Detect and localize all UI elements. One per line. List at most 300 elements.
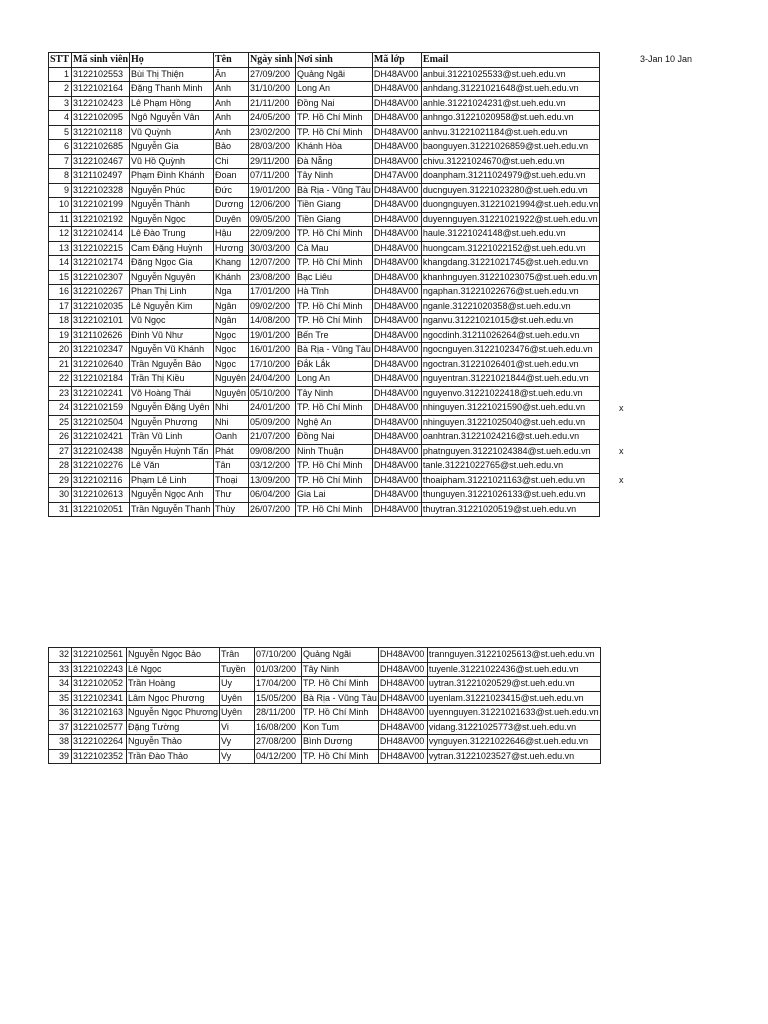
student-id-cell: 3122102685: [72, 140, 130, 155]
first-name-cell: Trân: [219, 648, 254, 663]
student-id-cell: 3122102095: [72, 111, 130, 126]
student-id-cell: 3122102421: [72, 430, 130, 445]
birth-place-cell: Bến Tre: [296, 328, 373, 343]
stt-cell: 12: [49, 227, 72, 242]
student-id-cell: 3122102184: [72, 372, 130, 387]
stt-cell: 37: [49, 720, 72, 735]
birth-place-cell: Tây Ninh: [296, 169, 373, 184]
stt-cell: 26: [49, 430, 72, 445]
last-name-cell: Vũ Ngọc: [130, 314, 214, 329]
last-name-cell: Nguyễn Ngọc Bảo: [127, 648, 220, 663]
first-name-cell: Vi: [219, 720, 254, 735]
last-name-cell: Đặng Ngọc Gia: [130, 256, 214, 271]
table-row: [49, 299, 600, 314]
email-cell: uytran.31221020529@st.ueh.edu.vn: [427, 677, 600, 692]
email-cell: oanhtran.31221024216@st.ueh.edu.vn: [421, 430, 599, 445]
student-id-cell: 3122102035: [72, 299, 130, 314]
student-id-cell: 3122102052: [72, 677, 127, 692]
first-name-cell: Vy: [219, 735, 254, 750]
student-id-cell: 3122102561: [72, 648, 127, 663]
last-name-cell: Nguyễn Ngọc Phương: [127, 706, 220, 721]
first-name-cell: Uy: [219, 677, 254, 692]
student-id-cell: 3122102307: [72, 270, 130, 285]
table-row: [49, 677, 601, 692]
table-row: [49, 183, 600, 198]
student-id-cell: 3122102553: [72, 67, 130, 82]
email-cell: uyenlam.31221023415@st.ueh.edu.vn: [427, 691, 600, 706]
birth-place-cell: Tây Ninh: [296, 386, 373, 401]
class-code-cell: DH48AV00: [372, 241, 421, 256]
last-name-cell: Nguyễn Ngọc Anh: [130, 488, 214, 503]
birth-date-cell: 04/12/200: [254, 749, 301, 764]
first-name-cell: Duyên: [214, 212, 249, 227]
birth-place-cell: Đà Nẵng: [296, 154, 373, 169]
birth-date-cell: 09/05/200: [249, 212, 296, 227]
first-name-cell: Bảo: [214, 140, 249, 155]
student-id-cell: 3122102341: [72, 691, 127, 706]
birth-place-cell: TP. Hồ Chí Minh: [296, 125, 373, 140]
student-id-cell: 3122102613: [72, 488, 130, 503]
stt-cell: 4: [49, 111, 72, 126]
last-name-cell: Trần Hoàng: [127, 677, 220, 692]
birth-date-cell: 23/02/200: [249, 125, 296, 140]
class-code-cell: DH48AV00: [372, 256, 421, 271]
x-mark: x: [619, 446, 624, 456]
class-code-cell: DH48AV00: [378, 677, 427, 692]
class-code-cell: DH48AV00: [372, 198, 421, 213]
table-row: [49, 386, 600, 401]
email-cell: anhngo.31221020958@st.ueh.edu.vn: [421, 111, 599, 126]
stt-cell: 35: [49, 691, 72, 706]
birth-place-cell: Cà Mau: [296, 241, 373, 256]
birth-date-cell: 24/04/200: [249, 372, 296, 387]
class-code-cell: DH48AV00: [372, 67, 421, 82]
col-birth-date: Ngày sinh: [249, 53, 296, 68]
stt-cell: 23: [49, 386, 72, 401]
class-code-cell: DH48AV00: [372, 227, 421, 242]
birth-date-cell: 23/08/200: [249, 270, 296, 285]
class-code-cell: DH48AV00: [372, 386, 421, 401]
stt-cell: 29: [49, 473, 72, 488]
table-row: [49, 82, 600, 97]
birth-date-cell: 28/11/200: [254, 706, 301, 721]
class-code-cell: DH48AV00: [372, 473, 421, 488]
last-name-cell: Võ Hoàng Thái: [130, 386, 214, 401]
last-name-cell: Phạm Lê Linh: [130, 473, 214, 488]
x-mark: x: [619, 475, 624, 485]
last-name-cell: Vũ Hồ Quỳnh: [130, 154, 214, 169]
birth-place-cell: Đồng Nai: [296, 96, 373, 111]
last-name-cell: Vũ Quỳnh: [130, 125, 214, 140]
email-cell: trannguyen.31221025613@st.ueh.edu.vn: [427, 648, 600, 663]
last-name-cell: Lê Văn: [130, 459, 214, 474]
student-id-cell: 3122102504: [72, 415, 130, 430]
table-row: [49, 328, 600, 343]
stt-cell: 8: [49, 169, 72, 184]
table-row: [49, 459, 600, 474]
first-name-cell: Nhi: [214, 415, 249, 430]
last-name-cell: Lê Ngọc: [127, 662, 220, 677]
birth-date-cell: 03/12/200: [249, 459, 296, 474]
first-name-cell: Ngọc: [214, 328, 249, 343]
col-class-code: Mã lớp: [372, 53, 421, 68]
birth-place-cell: Khánh Hòa: [296, 140, 373, 155]
birth-place-cell: TP. Hồ Chí Minh: [296, 459, 373, 474]
birth-place-cell: Tiền Giang: [296, 198, 373, 213]
table-row: [49, 357, 600, 372]
birth-date-cell: 28/03/200: [249, 140, 296, 155]
birth-date-cell: 07/11/200: [249, 169, 296, 184]
class-code-cell: DH48AV00: [372, 459, 421, 474]
last-name-cell: Lê Phạm Hồng: [130, 96, 214, 111]
first-name-cell: Ngọc: [214, 343, 249, 358]
first-name-cell: Uyên: [219, 691, 254, 706]
birth-date-cell: 09/08/200: [249, 444, 296, 459]
table-row: [49, 140, 600, 155]
first-name-cell: Nhi: [214, 401, 249, 416]
first-name-cell: Khánh: [214, 270, 249, 285]
student-table-2: [48, 647, 601, 764]
birth-place-cell: Gia Lai: [296, 488, 373, 503]
student-id-cell: 3122102467: [72, 154, 130, 169]
email-cell: baonguyen.31221026859@st.ueh.edu.vn: [421, 140, 599, 155]
table-row: [49, 720, 601, 735]
class-code-cell: DH48AV00: [372, 343, 421, 358]
table-row: [49, 372, 600, 387]
birth-date-cell: 19/01/200: [249, 183, 296, 198]
last-name-cell: Trần Thị Kiều: [130, 372, 214, 387]
stt-cell: 6: [49, 140, 72, 155]
last-name-cell: Nguyễn Phương: [130, 415, 214, 430]
last-name-cell: Nguyễn Đặng Uyên: [130, 401, 214, 416]
class-code-cell: DH48AV00: [372, 401, 421, 416]
birth-place-cell: TP. Hồ Chí Minh: [296, 473, 373, 488]
email-cell: nhinguyen.31221025040@st.ueh.edu.vn: [421, 415, 599, 430]
first-name-cell: Ngân: [214, 314, 249, 329]
birth-place-cell: Nghệ An: [296, 415, 373, 430]
student-id-cell: 3122102577: [72, 720, 127, 735]
stt-cell: 20: [49, 343, 72, 358]
email-cell: ngocnguyen.31221023476@st.ueh.edu.vn: [421, 343, 599, 358]
birth-place-cell: Bà Rịa - Vũng Tàu: [301, 691, 378, 706]
first-name-cell: Thùy: [214, 502, 249, 517]
birth-place-cell: Tây Ninh: [301, 662, 378, 677]
stt-cell: 34: [49, 677, 72, 692]
first-name-cell: Khang: [214, 256, 249, 271]
table-row: [49, 241, 600, 256]
student-id-cell: 3122102215: [72, 241, 130, 256]
table-row: [49, 227, 600, 242]
email-cell: ngocdinh.31211026264@st.ueh.edu.vn: [421, 328, 599, 343]
first-name-cell: Vy: [219, 749, 254, 764]
student-id-cell: 3122102116: [72, 473, 130, 488]
class-code-cell: DH47AV00: [372, 169, 421, 184]
email-cell: vidang.31221025773@st.ueh.edu.vn: [427, 720, 600, 735]
email-cell: anhvu.31221021184@st.ueh.edu.vn: [421, 125, 599, 140]
birth-place-cell: Long An: [296, 372, 373, 387]
table-row: [49, 401, 600, 416]
stt-cell: 25: [49, 415, 72, 430]
email-cell: ngoctran.31221026401@st.ueh.edu.vn: [421, 357, 599, 372]
birth-date-cell: 19/01/200: [249, 328, 296, 343]
table-row: [49, 270, 600, 285]
birth-date-cell: 05/10/200: [249, 386, 296, 401]
student-table-1: [48, 52, 600, 517]
student-id-cell: 3122102243: [72, 662, 127, 677]
first-name-cell: Nguyên: [214, 386, 249, 401]
first-name-cell: Thư: [214, 488, 249, 503]
student-id-cell: 3122102347: [72, 343, 130, 358]
first-name-cell: Nguyên: [214, 372, 249, 387]
first-name-cell: Anh: [214, 111, 249, 126]
col-last-name: Họ: [130, 53, 214, 68]
table-row: [49, 198, 600, 213]
student-id-cell: 3122102118: [72, 125, 130, 140]
col-birth-place: Nơi sinh: [296, 53, 373, 68]
stt-cell: 30: [49, 488, 72, 503]
table-row: [49, 473, 600, 488]
table-row: [49, 154, 600, 169]
table-row: [49, 212, 600, 227]
first-name-cell: Tân: [214, 459, 249, 474]
table-row: [49, 111, 600, 126]
email-cell: haule.31221024148@st.ueh.edu.vn: [421, 227, 599, 242]
birth-date-cell: 14/08/200: [249, 314, 296, 329]
table-row: [49, 662, 601, 677]
birth-place-cell: Tiền Giang: [296, 212, 373, 227]
birth-place-cell: TP. Hồ Chí Minh: [296, 299, 373, 314]
table-row: [49, 285, 600, 300]
birth-date-cell: 26/07/200: [249, 502, 296, 517]
birth-date-cell: 13/09/200: [249, 473, 296, 488]
birth-date-cell: 17/01/200: [249, 285, 296, 300]
stt-cell: 5: [49, 125, 72, 140]
last-name-cell: Lê Đào Trung: [130, 227, 214, 242]
class-code-cell: DH48AV00: [372, 125, 421, 140]
table-row: [49, 706, 601, 721]
birth-place-cell: Bà Rịa - Vũng Tàu: [296, 343, 373, 358]
col-student-id: Mã sinh viên: [73, 54, 129, 65]
table-row: [49, 343, 600, 358]
first-name-cell: Oanh: [214, 430, 249, 445]
table-row: [49, 256, 600, 271]
birth-date-cell: 21/07/200: [249, 430, 296, 445]
birth-place-cell: Bạc Liêu: [296, 270, 373, 285]
student-id-cell: 3122102267: [72, 285, 130, 300]
student-id-cell: 3122102159: [72, 401, 130, 416]
birth-date-cell: 09/02/200: [249, 299, 296, 314]
class-code-cell: DH48AV00: [372, 270, 421, 285]
last-name-cell: Ngô Nguyễn Vân: [130, 111, 214, 126]
table-row: [49, 415, 600, 430]
table-row: [49, 125, 600, 140]
stt-cell: 1: [49, 67, 72, 82]
stt-cell: 32: [49, 648, 72, 663]
col-stt: STT: [49, 53, 72, 68]
class-code-cell: DH48AV00: [378, 662, 427, 677]
class-code-cell: DH48AV00: [372, 82, 421, 97]
class-code-cell: DH48AV00: [372, 183, 421, 198]
class-code-cell: DH48AV00: [372, 488, 421, 503]
last-name-cell: Trần Nguyễn Bảo: [130, 357, 214, 372]
student-id-cell: 3122102438: [72, 444, 130, 459]
first-name-cell: Chi: [214, 154, 249, 169]
birth-date-cell: 24/01/200: [249, 401, 296, 416]
last-name-cell: Nguyễn Vũ Khánh: [130, 343, 214, 358]
email-cell: ngaphan.31221022676@st.ueh.edu.vn: [421, 285, 599, 300]
student-id-cell: 3122102241: [72, 386, 130, 401]
student-id-cell: 3122102414: [72, 227, 130, 242]
first-name-cell: Dương: [214, 198, 249, 213]
first-name-cell: Đoan: [214, 169, 249, 184]
last-name-cell: Đặng Thanh Minh: [130, 82, 214, 97]
stt-cell: 17: [49, 299, 72, 314]
student-id-cell: 3122102264: [72, 735, 127, 750]
table-row: [49, 96, 600, 111]
student-id-cell: 3122102640: [72, 357, 130, 372]
birth-date-cell: 05/09/200: [249, 415, 296, 430]
birth-place-cell: TP. Hồ Chí Minh: [296, 314, 373, 329]
last-name-cell: Trần Vũ Linh: [130, 430, 214, 445]
stt-cell: 15: [49, 270, 72, 285]
class-code-cell: DH48AV00: [378, 720, 427, 735]
class-code-cell: DH48AV00: [372, 444, 421, 459]
email-cell: ducnguyen.31221023280@st.ueh.edu.vn: [421, 183, 599, 198]
table-row: [49, 502, 600, 517]
stt-cell: 19: [49, 328, 72, 343]
birth-date-cell: 12/06/200: [249, 198, 296, 213]
stt-cell: 27: [49, 444, 72, 459]
stt-cell: 18: [49, 314, 72, 329]
class-code-cell: DH48AV00: [378, 648, 427, 663]
birth-place-cell: TP. Hồ Chí Minh: [296, 502, 373, 517]
last-name-cell: Nguyễn Ngọc: [130, 212, 214, 227]
birth-date-cell: 07/10/200: [254, 648, 301, 663]
birth-place-cell: TP. Hồ Chí Minh: [296, 256, 373, 271]
stt-cell: 16: [49, 285, 72, 300]
birth-place-cell: Long An: [296, 82, 373, 97]
email-cell: nguyenvo.31221022418@st.ueh.edu.vn: [421, 386, 599, 401]
first-name-cell: Ngọc: [214, 357, 249, 372]
stt-cell: 24: [49, 401, 72, 416]
student-id-cell: 3122102051: [72, 502, 130, 517]
email-cell: thoaipham.31221021163@st.ueh.edu.vn: [421, 473, 599, 488]
birth-date-cell: 27/08/200: [254, 735, 301, 750]
birth-place-cell: Quảng Ngãi: [296, 67, 373, 82]
email-cell: vynguyen.31221022646@st.ueh.edu.vn: [427, 735, 600, 750]
first-name-cell: Anh: [214, 96, 249, 111]
email-cell: uyennguyen.31221021633@st.ueh.edu.vn: [427, 706, 600, 721]
birth-date-cell: 12/07/200: [249, 256, 296, 271]
class-code-cell: DH48AV00: [378, 749, 427, 764]
birth-date-cell: 30/03/200: [249, 241, 296, 256]
stt-cell: 9: [49, 183, 72, 198]
table-row: [49, 735, 601, 750]
first-name-cell: Ngân: [214, 299, 249, 314]
first-name-cell: Đức: [214, 183, 249, 198]
last-name-cell: Lâm Ngọc Phương: [127, 691, 220, 706]
table-row: [49, 430, 600, 445]
birth-place-cell: TP. Hồ Chí Minh: [301, 677, 378, 692]
stt-cell: 31: [49, 502, 72, 517]
last-name-cell: Nguyễn Thành: [130, 198, 214, 213]
email-cell: thuytran.31221020519@st.ueh.edu.vn: [421, 502, 599, 517]
birth-date-cell: 31/10/200: [249, 82, 296, 97]
table-row: [49, 749, 601, 764]
class-code-cell: DH48AV00: [372, 285, 421, 300]
birth-date-cell: 22/09/200: [249, 227, 296, 242]
birth-place-cell: Bình Dương: [301, 735, 378, 750]
table-row: [49, 169, 600, 184]
last-name-cell: Đinh Vũ Như: [130, 328, 214, 343]
class-code-cell: DH48AV00: [372, 212, 421, 227]
student-id-cell: 3122102101: [72, 314, 130, 329]
first-name-cell: Thoại: [214, 473, 249, 488]
first-name-cell: Ân: [214, 67, 249, 82]
birth-place-cell: Đắk Lắk: [296, 357, 373, 372]
email-cell: khangdang.31221021745@st.ueh.edu.vn: [421, 256, 599, 271]
birth-place-cell: Đồng Nai: [296, 430, 373, 445]
birth-place-cell: Hà Tĩnh: [296, 285, 373, 300]
birth-place-cell: Bà Rịa - Vũng Tàu: [296, 183, 373, 198]
email-cell: duyennguyen.31221021922@st.ueh.edu.vn: [421, 212, 599, 227]
email-cell: anhle.31221024231@st.ueh.edu.vn: [421, 96, 599, 111]
first-name-cell: Anh: [214, 125, 249, 140]
email-cell: vytran.31221023527@st.ueh.edu.vn: [427, 749, 600, 764]
student-id-cell: 3122102276: [72, 459, 130, 474]
class-code-cell: DH48AV00: [372, 154, 421, 169]
birth-date-cell: 27/09/200: [249, 67, 296, 82]
stt-cell: 7: [49, 154, 72, 169]
birth-place-cell: TP. Hồ Chí Minh: [301, 706, 378, 721]
stt-cell: 38: [49, 735, 72, 750]
class-code-cell: DH48AV00: [372, 111, 421, 126]
last-name-cell: Trần Đào Thảo: [127, 749, 220, 764]
birth-date-cell: 16/08/200: [254, 720, 301, 735]
birth-place-cell: TP. Hồ Chí Minh: [296, 401, 373, 416]
birth-date-cell: 29/11/200: [249, 154, 296, 169]
first-name-cell: Nga: [214, 285, 249, 300]
table-row: [49, 67, 600, 82]
email-cell: thunguyen.31221026133@st.ueh.edu.vn: [421, 488, 599, 503]
header-row: [49, 53, 600, 68]
last-name-cell: Nguyễn Nguyên: [130, 270, 214, 285]
first-name-cell: Hậu: [214, 227, 249, 242]
student-id-cell: 3122102328: [72, 183, 130, 198]
class-code-cell: DH48AV00: [372, 299, 421, 314]
last-name-cell: Bùi Thị Thiện: [130, 67, 214, 82]
stt-cell: 14: [49, 256, 72, 271]
birth-place-cell: Kon Tum: [301, 720, 378, 735]
birth-place-cell: Ninh Thuận: [296, 444, 373, 459]
last-name-cell: Phan Thị Linh: [130, 285, 214, 300]
class-code-cell: DH48AV00: [378, 706, 427, 721]
class-code-cell: DH48AV00: [372, 415, 421, 430]
class-code-cell: DH48AV00: [378, 735, 427, 750]
birth-date-cell: 15/05/200: [254, 691, 301, 706]
email-cell: khanhnguyen.31221023075@st.ueh.edu.vn: [421, 270, 599, 285]
last-name-cell: Trần Nguyễn Thanh: [130, 502, 214, 517]
birth-date-cell: 17/04/200: [254, 677, 301, 692]
stt-cell: 33: [49, 662, 72, 677]
student-id-cell: 3121102497: [72, 169, 130, 184]
email-cell: duongnguyen.31221021994@st.ueh.edu.vn: [421, 198, 599, 213]
class-code-cell: DH48AV00: [372, 430, 421, 445]
stt-cell: 28: [49, 459, 72, 474]
class-code-cell: DH48AV00: [372, 372, 421, 387]
last-name-cell: Lê Nguyễn Kim: [130, 299, 214, 314]
student-id-cell: 3122102423: [72, 96, 130, 111]
